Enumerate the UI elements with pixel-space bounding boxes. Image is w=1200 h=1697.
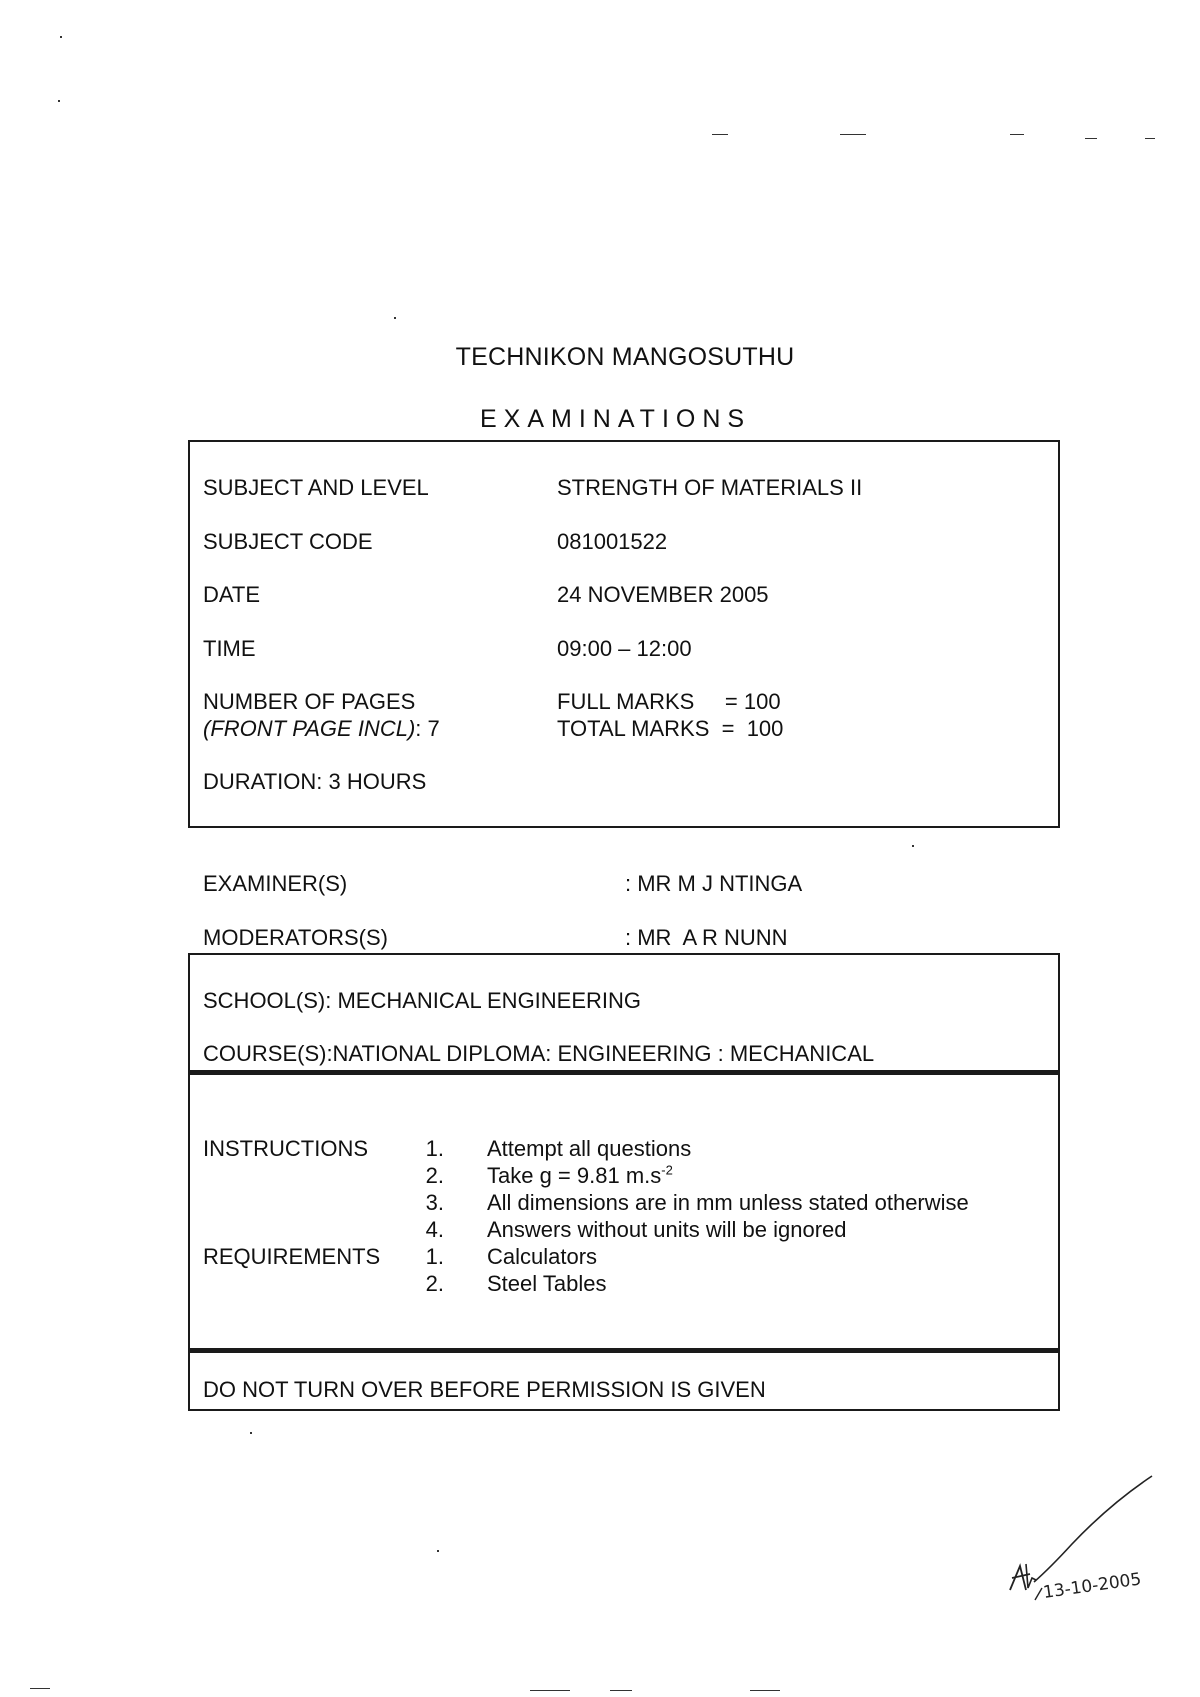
scan-speck (60, 36, 62, 38)
signature-stroke (1035, 1588, 1042, 1600)
pages-count: : 7 (415, 716, 440, 741)
instructions-label: INSTRUCTIONS (203, 1136, 368, 1161)
subject-code-value: 081001522 (557, 529, 668, 554)
scan-speck (712, 134, 728, 135)
scan-speck (1010, 134, 1024, 135)
scan-speck (1085, 138, 1097, 139)
instruction-number: 1. (425, 1136, 444, 1161)
moderator-label: MODERATORS(S) (203, 925, 388, 950)
pages-sublabel (203, 716, 440, 742)
course-line: COURSE(S):NATIONAL DIPLOMA: ENGINEERING : MECHANICAL (203, 1041, 875, 1066)
requirement-number: 1. (425, 1244, 444, 1269)
signature-stroke (1034, 1476, 1152, 1582)
notice-text: DO NOT TURN OVER BEFORE PERMISSION IS GIVEN (203, 1377, 766, 1402)
scan-speck (1145, 138, 1155, 139)
pages-front-note: (FRONT PAGE INCL) (203, 716, 416, 741)
scan-speck (912, 845, 914, 847)
instruction-text: All dimensions are in mm unless stated otherwise (487, 1190, 969, 1215)
scan-speck (750, 1690, 780, 1691)
signature-stroke (1026, 1564, 1036, 1588)
instruction-number: 2. (425, 1163, 444, 1188)
total-marks: TOTAL MARKS = 100 (557, 716, 784, 741)
time-label: TIME (203, 636, 256, 661)
subject-value: STRENGTH OF MATERIALS II (557, 475, 863, 500)
subject-code-label: SUBJECT CODE (203, 529, 373, 554)
pages-label: NUMBER OF PAGES (203, 689, 416, 714)
institution-name: TECHNIKON MANGOSUTHU (455, 343, 795, 371)
instruction-gravity-exponent: -2 (661, 1162, 673, 1178)
date-value: 24 NOVEMBER 2005 (557, 582, 769, 607)
scan-speck (437, 1550, 439, 1552)
scan-speck (610, 1690, 632, 1691)
moderator-value: : MR A R NUNN (625, 925, 788, 950)
instruction-text: Answers without units will be ignored (487, 1217, 847, 1242)
instruction-gravity-text: Take g = 9.81 m.s (487, 1163, 662, 1188)
instruction-number: 4. (425, 1217, 444, 1242)
full-marks: FULL MARKS = 100 (557, 689, 781, 714)
requirement-text: Steel Tables (487, 1271, 607, 1296)
requirement-number: 2. (425, 1271, 444, 1296)
requirements-label: REQUIREMENTS (203, 1244, 381, 1269)
examiner-label: EXAMINER(S) (203, 871, 348, 896)
signature-date: 13-10-2005 (1041, 1569, 1143, 1603)
handwritten-signature (990, 1470, 1190, 1610)
instruction-number: 3. (425, 1190, 444, 1215)
time-value: 09:00 – 12:00 (557, 636, 692, 661)
duration: DURATION: 3 HOURS (203, 769, 427, 794)
scan-speck (530, 1690, 570, 1691)
school-line: SCHOOL(S): MECHANICAL ENGINEERING (203, 988, 642, 1013)
instruction-text (487, 1163, 673, 1189)
date-label: DATE (203, 582, 261, 607)
scan-speck (30, 1688, 50, 1689)
scan-speck (250, 1432, 252, 1434)
scan-speck (394, 317, 396, 319)
scan-speck (58, 100, 60, 102)
scan-speck (840, 134, 866, 135)
examiner-value: : MR M J NTINGA (625, 871, 803, 896)
exam-heading: EXAMINATIONS (480, 405, 752, 433)
instruction-text: Attempt all questions (487, 1136, 692, 1161)
requirement-text: Calculators (487, 1244, 598, 1269)
subject-label: SUBJECT AND LEVEL (203, 475, 429, 500)
